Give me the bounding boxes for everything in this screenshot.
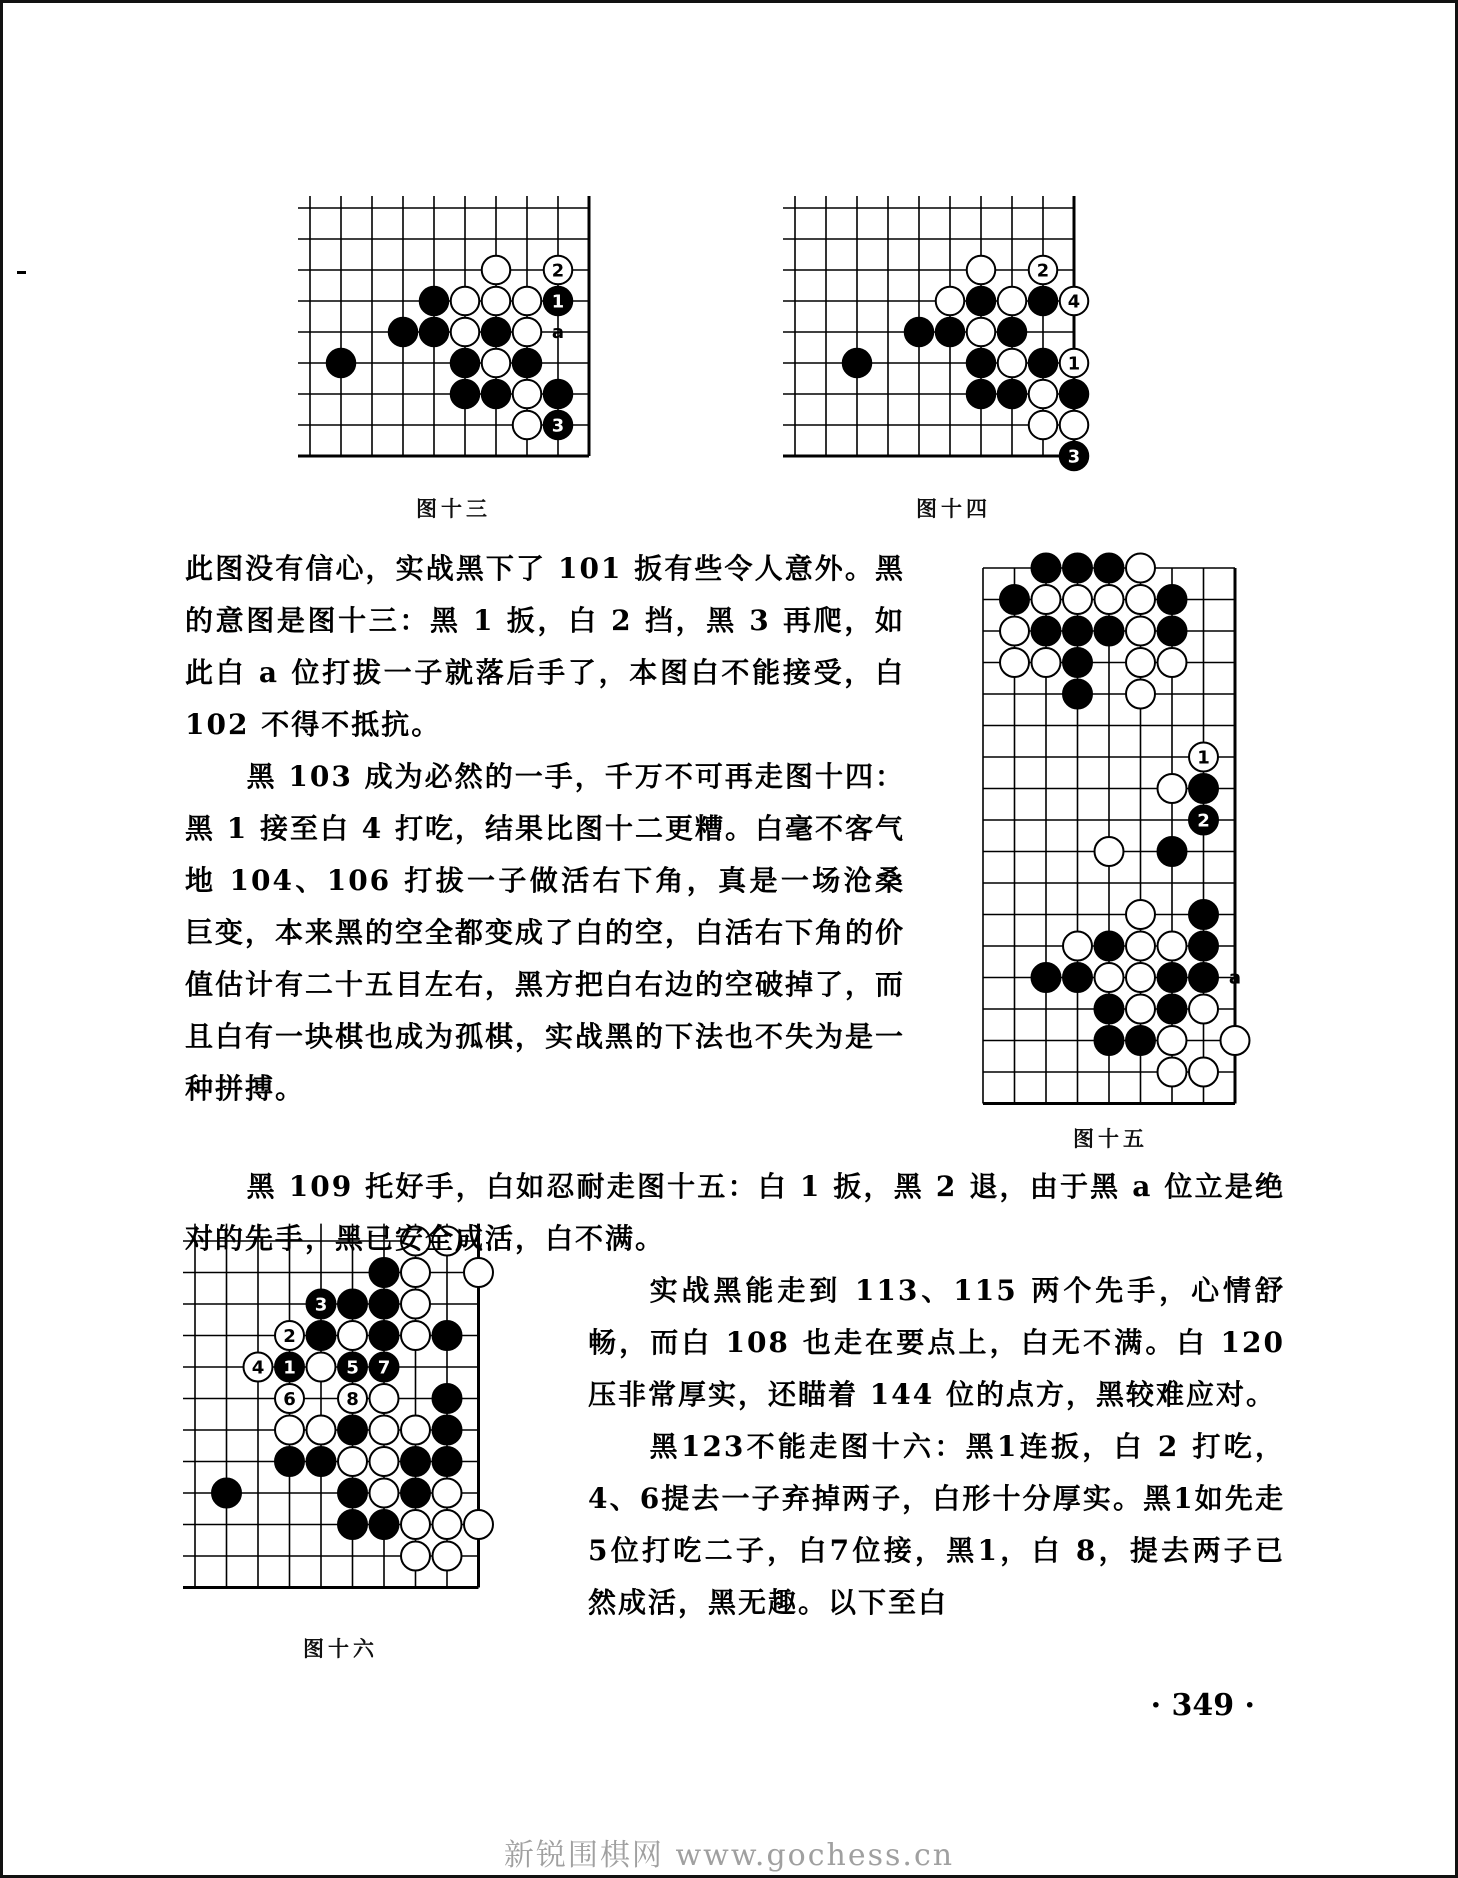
paragraph-4	[588, 1265, 1285, 1629]
move-number-2: 2	[1036, 260, 1050, 282]
move-number-7: 7	[377, 1357, 391, 1379]
white-stone	[1126, 963, 1155, 992]
move-number-1: 1	[551, 291, 565, 313]
white-stone	[1126, 585, 1155, 614]
black-stone	[1063, 617, 1092, 646]
white-stone	[370, 1447, 399, 1476]
black-stone	[482, 318, 511, 347]
black-stone	[1063, 648, 1092, 677]
move-number-1: 1	[1197, 747, 1210, 769]
black-stone	[275, 1447, 304, 1476]
black-stone	[370, 1290, 399, 1319]
white-stone	[433, 1542, 462, 1571]
white-stone	[275, 1416, 304, 1445]
black-stone	[1158, 837, 1187, 866]
black-stone	[327, 349, 356, 378]
white-stone	[401, 1510, 430, 1539]
white-stone	[482, 287, 511, 316]
white-stone	[1126, 995, 1155, 1024]
go-board-fig13	[298, 196, 648, 474]
black-stone	[338, 1290, 367, 1319]
black-stone	[1063, 554, 1092, 583]
white-stone	[370, 1384, 399, 1413]
black-stone	[843, 349, 872, 378]
black-stone	[1126, 1026, 1155, 1055]
white-stone	[338, 1447, 367, 1476]
white-stone	[1032, 648, 1061, 677]
black-stone	[1063, 963, 1092, 992]
white-stone	[433, 1510, 462, 1539]
white-stone	[1158, 774, 1187, 803]
black-stone	[1095, 995, 1124, 1024]
white-stone	[1095, 585, 1124, 614]
white-stone	[1158, 1058, 1187, 1087]
white-stone	[1095, 963, 1124, 992]
black-stone	[433, 1447, 462, 1476]
go-board-fig14	[783, 196, 1133, 474]
white-stone	[482, 349, 511, 378]
move-number-3: 3	[551, 415, 565, 437]
black-stone	[936, 318, 965, 347]
white-stone	[401, 1542, 430, 1571]
black-stone	[370, 1510, 399, 1539]
white-stone	[1189, 1058, 1218, 1087]
black-stone	[1158, 585, 1187, 614]
move-number-2: 2	[551, 260, 565, 282]
white-stone	[1221, 1026, 1250, 1055]
caption-fig15: 图十五	[1073, 1126, 1148, 1151]
white-stone	[513, 287, 542, 316]
white-stone	[998, 287, 1027, 316]
white-stone	[1029, 380, 1058, 409]
white-stone	[451, 318, 480, 347]
paragraph-3-text: 黑 109 托好手，白如忍耐走图十五：白 1 扳，黑 2 退，由于黑 a 位立是绝对的先手，黑已安全成活，白不满。	[185, 1170, 1285, 1255]
white-stone	[338, 1321, 367, 1350]
point-label-a: a	[1228, 967, 1242, 989]
white-stone	[1000, 648, 1029, 677]
white-stone	[401, 1416, 430, 1445]
black-stone	[1000, 585, 1029, 614]
paragraph-5-text: 黑123不能走图十六：黑1连扳，白 2 打吃，4、6提去一子弃掉两子，白形十分厚实。黑1如先走5位打吃二子，白7位接，黑1，白 8，提去两子已然成活，黑无趣。以下至白	[588, 1430, 1285, 1619]
black-stone	[1095, 932, 1124, 961]
caption-fig14: 图十四	[916, 496, 991, 521]
black-stone	[905, 318, 934, 347]
white-stone	[513, 318, 542, 347]
white-stone	[1126, 932, 1155, 961]
black-stone	[1189, 932, 1218, 961]
black-stone	[1095, 1026, 1124, 1055]
move-number-2: 2	[283, 1326, 296, 1348]
white-stone	[1126, 617, 1155, 646]
white-stone	[370, 1479, 399, 1508]
white-stone	[401, 1290, 430, 1319]
paragraph-2-text: 黑 103 成为必然的一手，千万不可再走图十四：黑 1 接至白 4 打吃，结果比图十二更糟。白毫不客气地 104、106 打拔一子做活右下角，真是一场沧桑巨变，本来黑的空全都变成了白的空，白活右下角的价值估计有二十五目左右，黑方把白右边的空破掉了，而且白有一块棋也成为孤棋，实战黑的下法也不失为是一种拼搏。	[185, 760, 906, 1105]
black-stone	[998, 380, 1027, 409]
move-number-5: 5	[346, 1357, 359, 1379]
white-stone	[370, 1416, 399, 1445]
paragraph-3	[185, 1161, 1285, 1265]
black-stone	[451, 349, 480, 378]
black-stone	[1189, 900, 1218, 929]
black-stone	[482, 380, 511, 409]
black-stone	[420, 287, 449, 316]
black-stone	[1063, 680, 1092, 709]
white-stone	[1063, 932, 1092, 961]
black-stone	[451, 380, 480, 409]
white-stone	[1095, 837, 1124, 866]
white-stone	[1029, 411, 1058, 440]
black-stone	[338, 1479, 367, 1508]
white-stone	[936, 287, 965, 316]
black-stone	[389, 318, 418, 347]
black-stone	[967, 349, 996, 378]
black-stone	[1158, 617, 1187, 646]
black-stone	[307, 1321, 336, 1350]
page-number: · 349 ·	[1150, 1688, 1255, 1723]
paragraph-1-text: 此图没有信心，实战黑下了 101 扳有些令人意外。黑的意图是图十三：黑 1 扳，白 2 挡，黑 3 再爬，如此白 a 位打拔一子就落后手了，本图白不能接受，白 102 不得不抵抗。	[185, 552, 905, 741]
black-stone	[433, 1416, 462, 1445]
move-number-1: 1	[1067, 353, 1081, 375]
black-stone	[212, 1479, 241, 1508]
black-stone	[998, 318, 1027, 347]
caption-fig16: 图十六	[303, 1636, 378, 1661]
black-stone	[1029, 349, 1058, 378]
black-stone	[1032, 554, 1061, 583]
white-stone	[451, 287, 480, 316]
black-stone	[1095, 554, 1124, 583]
white-stone	[1158, 932, 1187, 961]
black-stone	[513, 349, 542, 378]
move-number-3: 3	[314, 1294, 328, 1316]
point-label-a: a	[551, 322, 565, 343]
white-stone	[513, 411, 542, 440]
white-stone	[1158, 648, 1187, 677]
margin-mark	[17, 271, 26, 274]
white-stone	[1126, 554, 1155, 583]
white-stone	[967, 256, 996, 285]
black-stone	[967, 287, 996, 316]
white-stone	[1060, 411, 1089, 440]
black-stone	[401, 1447, 430, 1476]
white-stone	[401, 1321, 430, 1350]
white-stone	[307, 1416, 336, 1445]
white-stone	[482, 256, 511, 285]
move-number-6: 6	[283, 1389, 296, 1411]
black-stone	[1032, 617, 1061, 646]
go-board-fig16	[183, 1221, 543, 1621]
white-stone	[967, 318, 996, 347]
move-number-8: 8	[346, 1389, 359, 1411]
black-stone	[307, 1447, 336, 1476]
white-stone	[1126, 680, 1155, 709]
white-stone	[998, 349, 1027, 378]
black-stone	[1189, 963, 1218, 992]
white-stone	[1126, 900, 1155, 929]
black-stone	[1158, 995, 1187, 1024]
move-number-4: 4	[1067, 291, 1081, 313]
white-stone	[1126, 648, 1155, 677]
white-stone	[1189, 995, 1218, 1024]
black-stone	[967, 380, 996, 409]
black-stone	[1032, 963, 1061, 992]
black-stone	[1095, 617, 1124, 646]
white-stone	[1032, 585, 1061, 614]
white-stone	[1063, 585, 1092, 614]
black-stone	[544, 380, 573, 409]
move-number-1: 1	[283, 1357, 296, 1379]
paragraph-4-text: 实战黑能走到 113、115 两个先手，心情舒畅，而白 108 也走在要点上，白无不满。白 120 压非常厚实，还瞄着 144 位的点方，黑较难应对。	[588, 1274, 1285, 1411]
white-stone	[464, 1510, 493, 1539]
move-number-4: 4	[251, 1357, 265, 1379]
black-stone	[433, 1384, 462, 1413]
paragraph-1	[185, 543, 905, 1115]
black-stone	[370, 1321, 399, 1350]
black-stone	[1189, 774, 1218, 803]
black-stone	[401, 1479, 430, 1508]
watermark-footer: 新锐围棋网 www.gochess.cn	[503, 1838, 955, 1873]
black-stone	[1158, 963, 1187, 992]
black-stone	[1060, 380, 1089, 409]
black-stone	[338, 1416, 367, 1445]
caption-fig13: 图十三	[416, 496, 491, 521]
go-board-fig15	[961, 538, 1281, 1108]
move-number-3: 3	[1067, 446, 1081, 468]
white-stone	[1000, 617, 1029, 646]
move-number-2: 2	[1197, 810, 1210, 832]
white-stone	[513, 380, 542, 409]
black-stone	[1029, 287, 1058, 316]
black-stone	[433, 1321, 462, 1350]
white-stone	[307, 1353, 336, 1382]
white-stone	[1158, 1026, 1187, 1055]
black-stone	[420, 318, 449, 347]
black-stone	[338, 1510, 367, 1539]
white-stone	[433, 1479, 462, 1508]
